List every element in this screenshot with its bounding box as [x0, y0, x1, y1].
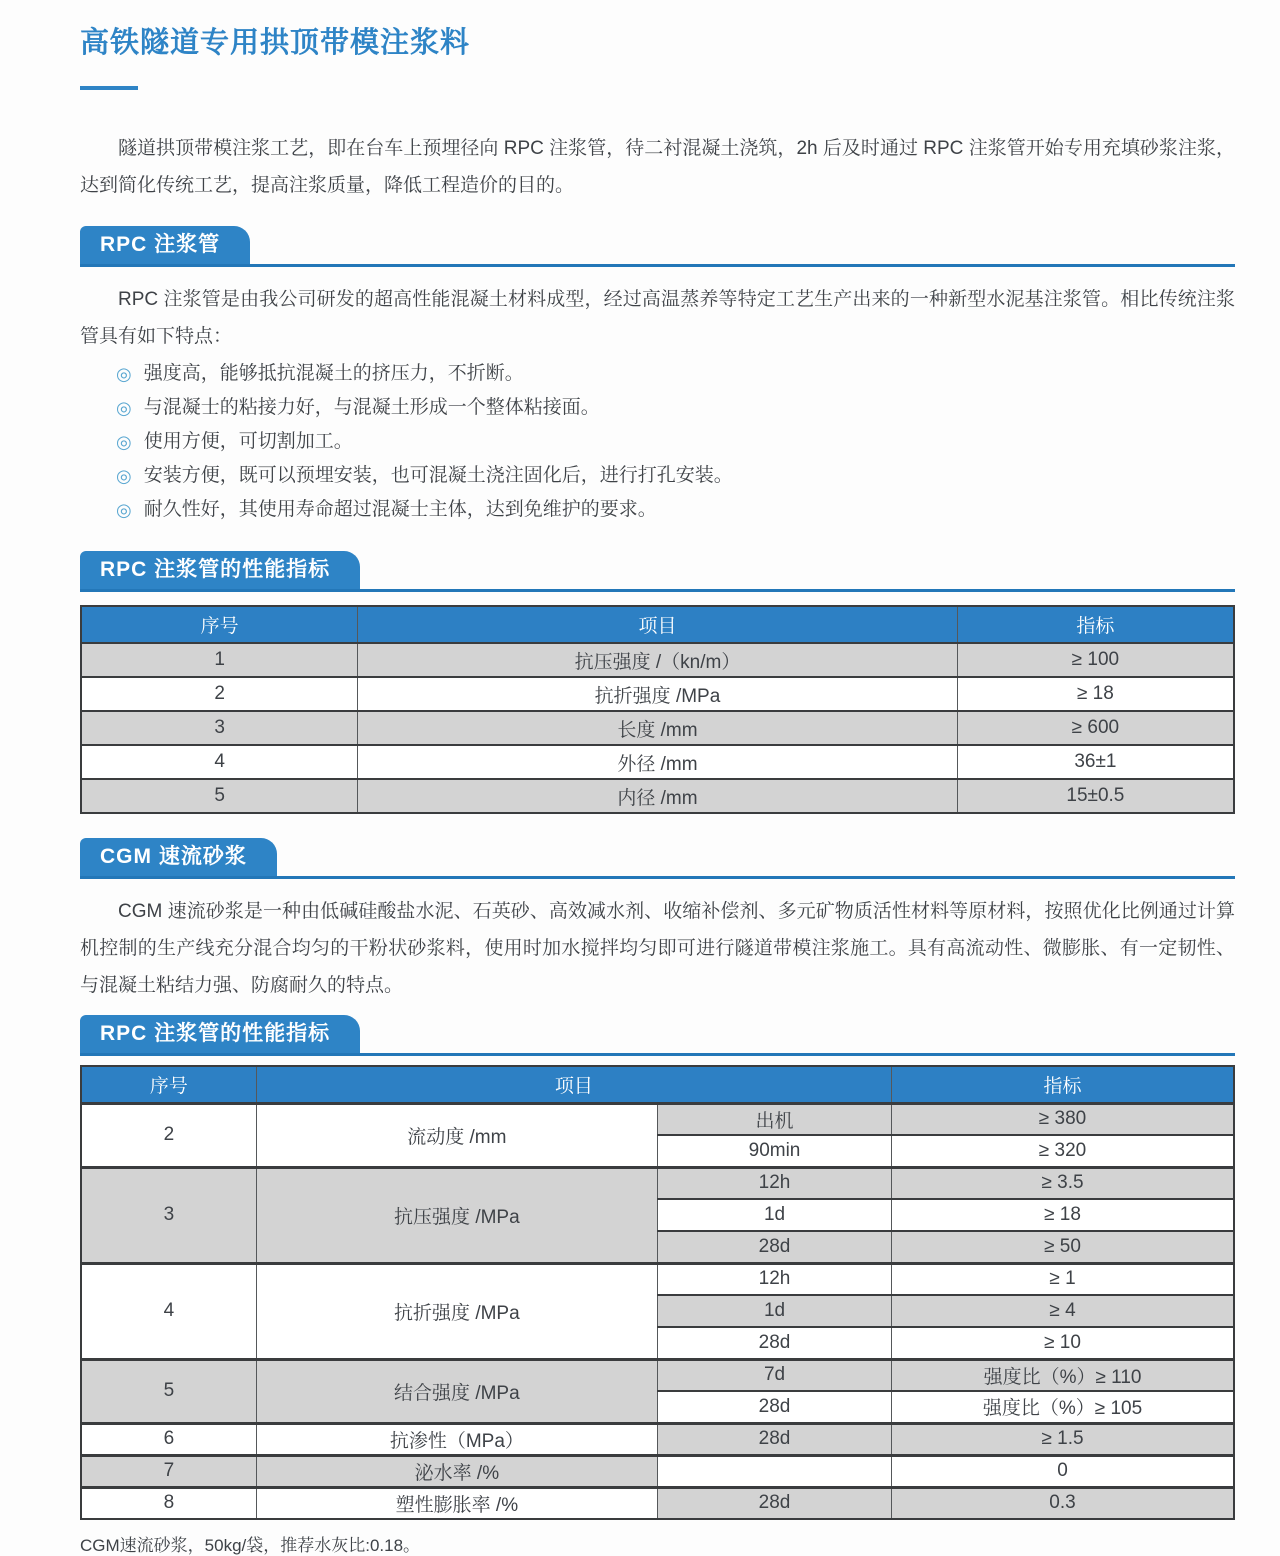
table-cell: 1d [657, 1199, 891, 1231]
table-cell: ≥ 320 [892, 1135, 1234, 1167]
table-row [81, 745, 1234, 779]
section-bar-rpc-performance [80, 551, 1235, 592]
bullet-item [116, 425, 1235, 459]
bullet-item [116, 357, 1235, 391]
table-cell: 抗渗性（MPa） [256, 1423, 657, 1455]
feature-bullet-list [80, 357, 1235, 527]
table-cell: 36±1 [957, 745, 1234, 779]
table-cell: 28d [657, 1423, 891, 1455]
header-cell-index: 序号 [81, 606, 358, 643]
table-row [81, 1103, 1234, 1135]
section-bar-cgm-performance [80, 1015, 1235, 1056]
title-underline [80, 86, 138, 90]
section-tab-cgm: CGM 速流砂浆 [80, 838, 277, 876]
table-row [81, 1423, 1234, 1455]
table-cell: ≥ 600 [957, 711, 1234, 745]
bullet-text: 强度高，能够抵抗混凝土的挤压力，不折断。 [143, 363, 524, 384]
table-cell: 1 [81, 643, 358, 677]
table-row [81, 1455, 1234, 1487]
bullet-text: 安装方便，既可以预埋安装，也可混凝土浇注固化后，进行打孔安装。 [143, 465, 733, 486]
table-cell: 90min [657, 1135, 891, 1167]
table-cell: 6 [81, 1423, 256, 1455]
table-cell: ≥ 380 [892, 1103, 1234, 1135]
table-cell: 抗折强度 /MPa [256, 1263, 657, 1359]
table-cell: ≥ 18 [892, 1199, 1234, 1231]
table-cell: ≥ 1 [892, 1263, 1234, 1295]
table-row [81, 711, 1234, 745]
table-cell: 8 [81, 1487, 256, 1519]
table-cell: 5 [81, 779, 358, 813]
table-cell: 28d [657, 1391, 891, 1423]
ring-bullet-icon: ◎ [116, 466, 132, 486]
table-cell: 7d [657, 1359, 891, 1391]
table-cell: 强度比（%）≥ 110 [892, 1359, 1234, 1391]
table-cell: 泌水率 /% [256, 1455, 657, 1487]
table-row [81, 1487, 1234, 1519]
table-cell: 抗折强度 /MPa [358, 677, 958, 711]
table-cell: ≥ 18 [957, 677, 1234, 711]
table-header-row [81, 1066, 1234, 1103]
bullet-text: 使用方便，可切割加工。 [143, 431, 353, 452]
table-cell: 强度比（%）≥ 105 [892, 1391, 1234, 1423]
table-cell: 28d [657, 1487, 891, 1519]
table-cell: 抗压强度 /（kn/m） [358, 643, 958, 677]
table-cell: 外径 /mm [358, 745, 958, 779]
section-bar-cgm [80, 838, 1235, 879]
header-cell-spec: 指标 [957, 606, 1234, 643]
bullet-item [116, 391, 1235, 425]
ring-bullet-icon: ◎ [116, 398, 132, 418]
table-cell: 长度 /mm [358, 711, 958, 745]
section-bar-rpc-pipe [80, 226, 1235, 267]
page-title: 高铁隧道专用拱顶带模注浆料 [80, 27, 471, 59]
table-cell: 1d [657, 1295, 891, 1327]
table-row [81, 677, 1234, 711]
table-cell: 3 [81, 1167, 256, 1263]
table-cell: 出机 [657, 1103, 891, 1135]
table-cell: 12h [657, 1263, 891, 1295]
table-cell: 塑性膨胀率 /% [256, 1487, 657, 1519]
ring-bullet-icon: ◎ [116, 432, 132, 452]
table-cell: ≥ 10 [892, 1327, 1234, 1359]
bullet-text: 与混凝士的粘接力好，与混凝土形成一个整体粘接面。 [143, 397, 600, 418]
bullet-text: 耐久性好，其使用寿命超过混凝士主体，达到免维护的要求。 [143, 499, 657, 520]
table-cell: ≥ 1.5 [892, 1423, 1234, 1455]
table-row [81, 643, 1234, 677]
table-row [81, 779, 1234, 813]
table-cell: 4 [81, 1263, 256, 1359]
table-cell: 15±0.5 [957, 779, 1234, 813]
ring-bullet-icon: ◎ [116, 364, 132, 384]
table-cell: ≥ 3.5 [892, 1167, 1234, 1199]
header-cell-item: 项目 [358, 606, 958, 643]
table-cell: 内径 /mm [358, 779, 958, 813]
table-cell: 5 [81, 1359, 256, 1423]
intro-paragraph: 隧道拱顶带模注浆工艺，即在台车上预埋径向 RPC 注浆管，待二衬混凝土浇筑，2h 后及时通过 RPC 注浆管开始专用充填砂浆注浆，达到简化传统工艺，提高注浆质量，降低工程造价的目的。 [80, 138, 1235, 196]
table-cell: 28d [657, 1327, 891, 1359]
table-cell: 0.3 [892, 1487, 1234, 1519]
rpc-pipe-description: RPC 注浆管是由我公司研发的超高性能混凝土材料成型，经过高温蒸养等特定工艺生产出来的一种新型水泥基注浆管。相比传统注浆管具有如下特点： [80, 289, 1235, 347]
table-cell: ≥ 100 [957, 643, 1234, 677]
bullet-item [116, 493, 1235, 527]
cgm-description: CGM 速流砂浆是一种由低碱硅酸盐水泥、石英砂、高效减水剂、收缩补偿剂、多元矿物质活性材料等原材料，按照优化比例通过计算机控制的生产线充分混合均匀的干粉状砂浆料，使用时加水搅拌均匀即可进行隧道带模注浆施工。具有高流动性、微膨胀、有一定韧性、与混凝土粘结力强、防腐耐久的特点。 [80, 901, 1235, 996]
table-cell: 28d [657, 1231, 891, 1263]
rpc-performance-table [80, 605, 1235, 814]
header-cell-index: 序号 [81, 1066, 256, 1103]
footer-note: CGM速流砂浆，50kg/袋，推荐水灰比:0.18。 [80, 1536, 421, 1555]
section-tab-rpc-performance: RPC 注浆管的性能指标 [80, 551, 360, 589]
table-cell: ≥ 50 [892, 1231, 1234, 1263]
table-cell: 流动度 /mm [256, 1103, 657, 1167]
table-cell: 2 [81, 1103, 256, 1167]
table-cell [657, 1455, 891, 1487]
cgm-performance-table [80, 1065, 1235, 1520]
table-cell: 12h [657, 1167, 891, 1199]
table-cell: 0 [892, 1455, 1234, 1487]
bullet-item [116, 459, 1235, 493]
table-row [81, 1167, 1234, 1199]
table-row [81, 1359, 1234, 1391]
ring-bullet-icon: ◎ [116, 500, 132, 520]
table-cell: 2 [81, 677, 358, 711]
table-header-row [81, 606, 1234, 643]
table-cell: 抗压强度 /MPa [256, 1167, 657, 1263]
cgm-performance-table-wrap [80, 1065, 1235, 1520]
header-cell-spec: 指标 [892, 1066, 1234, 1103]
table-cell: 结合强度 /MPa [256, 1359, 657, 1423]
table-cell: 4 [81, 745, 358, 779]
rpc-performance-table-wrap [80, 605, 1235, 814]
section-tab-cgm-performance: RPC 注浆管的性能指标 [80, 1015, 360, 1053]
table-cell: 3 [81, 711, 358, 745]
section-tab-rpc-pipe: RPC 注浆管 [80, 226, 250, 264]
header-cell-item: 项目 [256, 1066, 891, 1103]
table-cell: 7 [81, 1455, 256, 1487]
table-row [81, 1263, 1234, 1295]
table-cell: ≥ 4 [892, 1295, 1234, 1327]
